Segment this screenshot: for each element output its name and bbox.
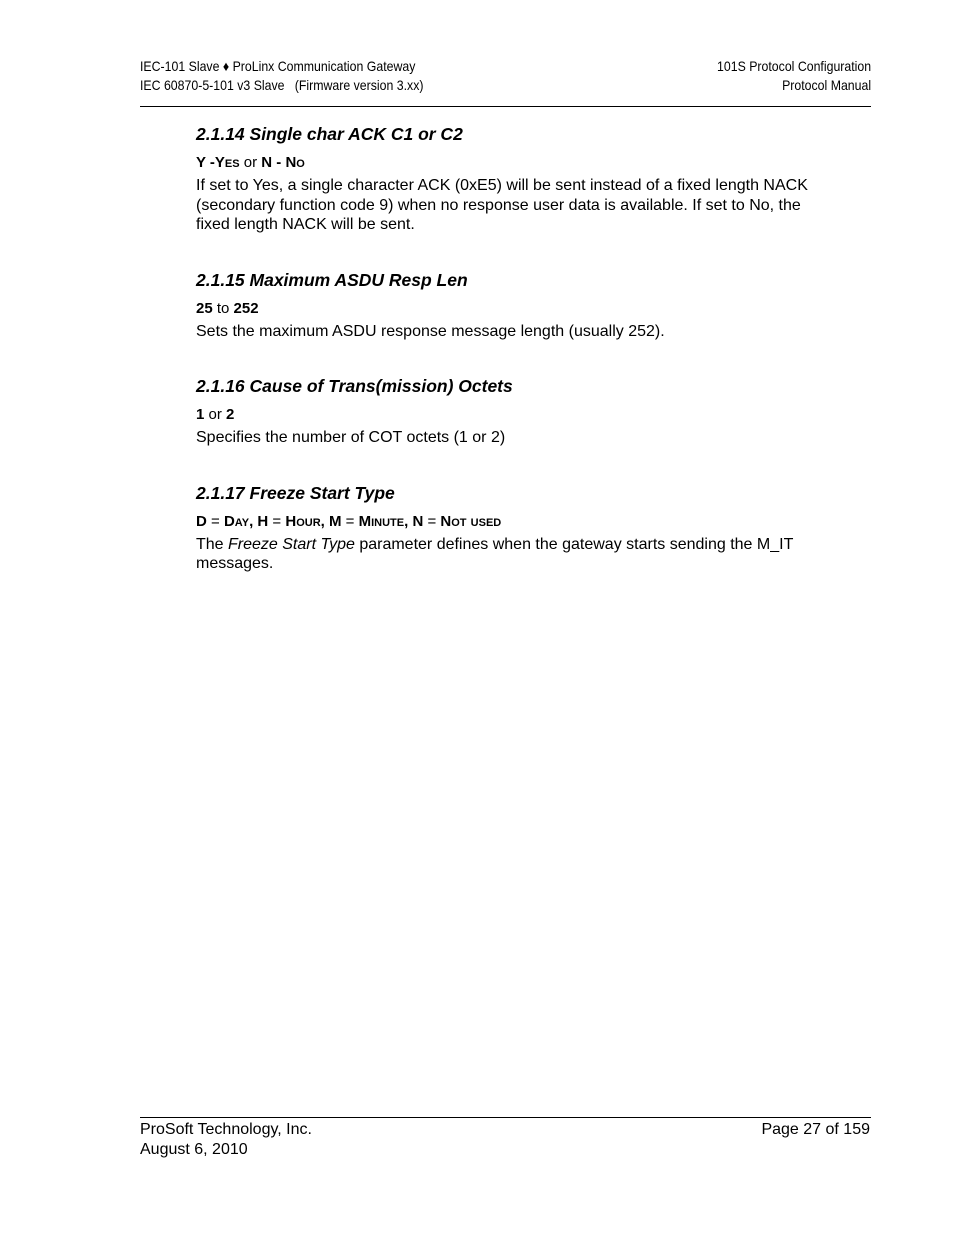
section-heading: 2.1.16 Cause of Trans(mission) Octets [196, 376, 513, 396]
value-max: 252 [233, 299, 259, 317]
value-option: 2 [226, 406, 235, 423]
page-header [140, 56, 871, 107]
section-heading: 2.1.15 Maximum ASDU Resp Len [196, 269, 468, 290]
value-comma: , [249, 512, 258, 530]
footer-left [140, 1120, 312, 1159]
page-footer [140, 1117, 871, 1158]
value-word: Not used [440, 512, 502, 530]
section-heading: 2.1.14 Single char ACK C1 or C2 [196, 124, 463, 144]
section-values [196, 405, 816, 425]
value-comma: , [320, 512, 329, 530]
value-word: Hour [285, 512, 321, 530]
value-key: N [412, 512, 424, 530]
section-freeze-start-type [196, 481, 816, 574]
value-key: Y - [196, 154, 215, 171]
footer-company: ProSoft Technology, Inc. [140, 1121, 312, 1138]
header-product-title: IEC-101 Slave ♦ ProLinx Communication Gateway [140, 58, 416, 74]
header-chapter-title: 101S Protocol Configuration [716, 58, 871, 74]
header-manual-title: Protocol Manual [781, 77, 871, 93]
value-option: 1 [196, 406, 205, 423]
page-content [196, 122, 816, 607]
section-max-asdu-resp-len [196, 268, 816, 342]
value-equals: = [423, 512, 441, 530]
section-description: Sets the maximum ASDU response message length (usually 252). [196, 322, 665, 340]
value-min: 25 [196, 299, 213, 317]
page-number: Page 27 of 159 [761, 1121, 870, 1138]
description-suffix: parameter defines when the gateway starts sending the M_IT messages. [196, 535, 794, 572]
value-separator: or [239, 154, 262, 171]
section-cot-octets [196, 374, 816, 448]
section-single-char-ack [196, 122, 816, 235]
section-values [196, 299, 816, 319]
value-word: Minute [358, 512, 405, 530]
header-left [140, 57, 423, 95]
header-right [717, 57, 871, 95]
value-key: N - [261, 154, 286, 171]
section-description [196, 535, 816, 574]
footer-date: August 6, 2010 [140, 1140, 248, 1158]
section-description: If set to Yes, a single character ACK (0xE5) will be sent instead of a fixed length NACK (secondary function code 9) when no response user data is available. If set to No, the fixed length NACK will be sent. [196, 177, 808, 233]
value-separator: to [212, 299, 234, 317]
value-word: No [285, 154, 305, 171]
section-heading: 2.1.17 Freeze Start Type [196, 482, 395, 503]
section-description: Specifies the number of COT octets (1 or 2) [196, 429, 506, 446]
description-prefix: The [196, 535, 229, 553]
value-comma: , [404, 512, 413, 530]
value-word: Day [223, 512, 250, 530]
value-equals: = [341, 512, 359, 530]
value-equals: = [268, 512, 286, 530]
value-word: Yes [214, 154, 240, 171]
value-key: D [196, 512, 207, 530]
section-values [196, 153, 816, 173]
value-separator: or [204, 406, 227, 423]
value-key: M [328, 512, 342, 530]
value-equals: = [206, 512, 224, 530]
description-term: Freeze Start Type [228, 535, 355, 553]
section-values [196, 512, 816, 532]
value-key: H [257, 512, 269, 530]
footer-right [761, 1120, 870, 1140]
header-firmware-info: IEC 60870-5-101 v3 Slave (Firmware version 3.xx) [140, 77, 424, 93]
